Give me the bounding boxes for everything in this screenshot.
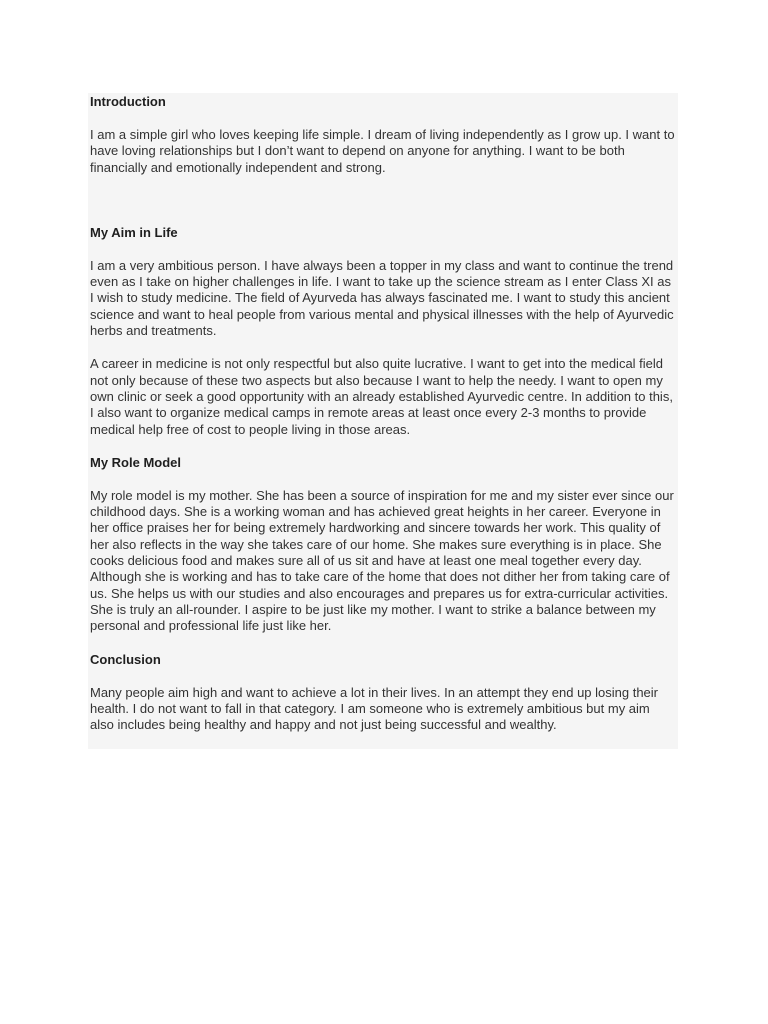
- paragraph-aim-1: I am a very ambitious person. I have always been a topper in my class and want to continue the trend even as I take on higher challenges in life. I want to take up the science stream as I enter Class XI as I wish to study medicine. The field of Ayurveda has always fascinated me. I want to study this ancient science and want to heal people from various mental and physical illnesses with the help of Ayurvedic herbs and treatments.: [90, 257, 674, 339]
- heading-introduction: Introduction: [90, 94, 166, 109]
- paragraph-conclusion: Many people aim high and want to achieve a lot in their lives. In an attempt they end up losing their health. I do not want to fall in that category. I am someone who is extremely ambitious but my aim also includes being healthy and happy and not just being successful and wealthy.: [90, 684, 659, 733]
- document-page: [88, 93, 678, 749]
- heading-conclusion: Conclusion: [90, 651, 161, 667]
- paragraph-role-model: My role model is my mother. She has been a source of inspiration for me and my sister ever since our childhood days. She is a working woman and has achieved great heights in her career. Everyone in her office praises her for being extremely hardworking and sincere towards her work. This quality of her also reflects in the way she takes care of our home. She makes sure everything is in place. She cooks delicious food and makes sure all of us sit and have at least one meal together every day. Although she is working and has to take care of the home that does not dither her from taking care of us. She helps us with our studies and also encourages and prepares us for extra-curricular activities. She is truly an all-rounder. I aspire to be just like my mother. I want to strike a balance between my personal and professional life just like her.: [90, 487, 674, 634]
- heading-aim-in-life: My Aim in Life: [90, 224, 178, 240]
- paragraph-introduction: I am a simple girl who loves keeping life simple. I dream of living independently as I grow up. I want to have loving relationships but I don’t want to depend on anyone for anything. I want to be both financially and emotionally independent and strong.: [90, 127, 675, 175]
- paragraph-aim-2: A career in medicine is not only respectful but also quite lucrative. I want to get into the medical field not only because of these two aspects but also because I want to help the needy. I want to open my own clinic or seek a good opportunity with an already established Ayurvedic centre. In addition to this, I also want to organize medical camps in remote areas at least once every 2-3 months to provide medical help free of cost to people living in those areas.: [90, 356, 673, 437]
- heading-role-model: My Role Model: [90, 454, 182, 470]
